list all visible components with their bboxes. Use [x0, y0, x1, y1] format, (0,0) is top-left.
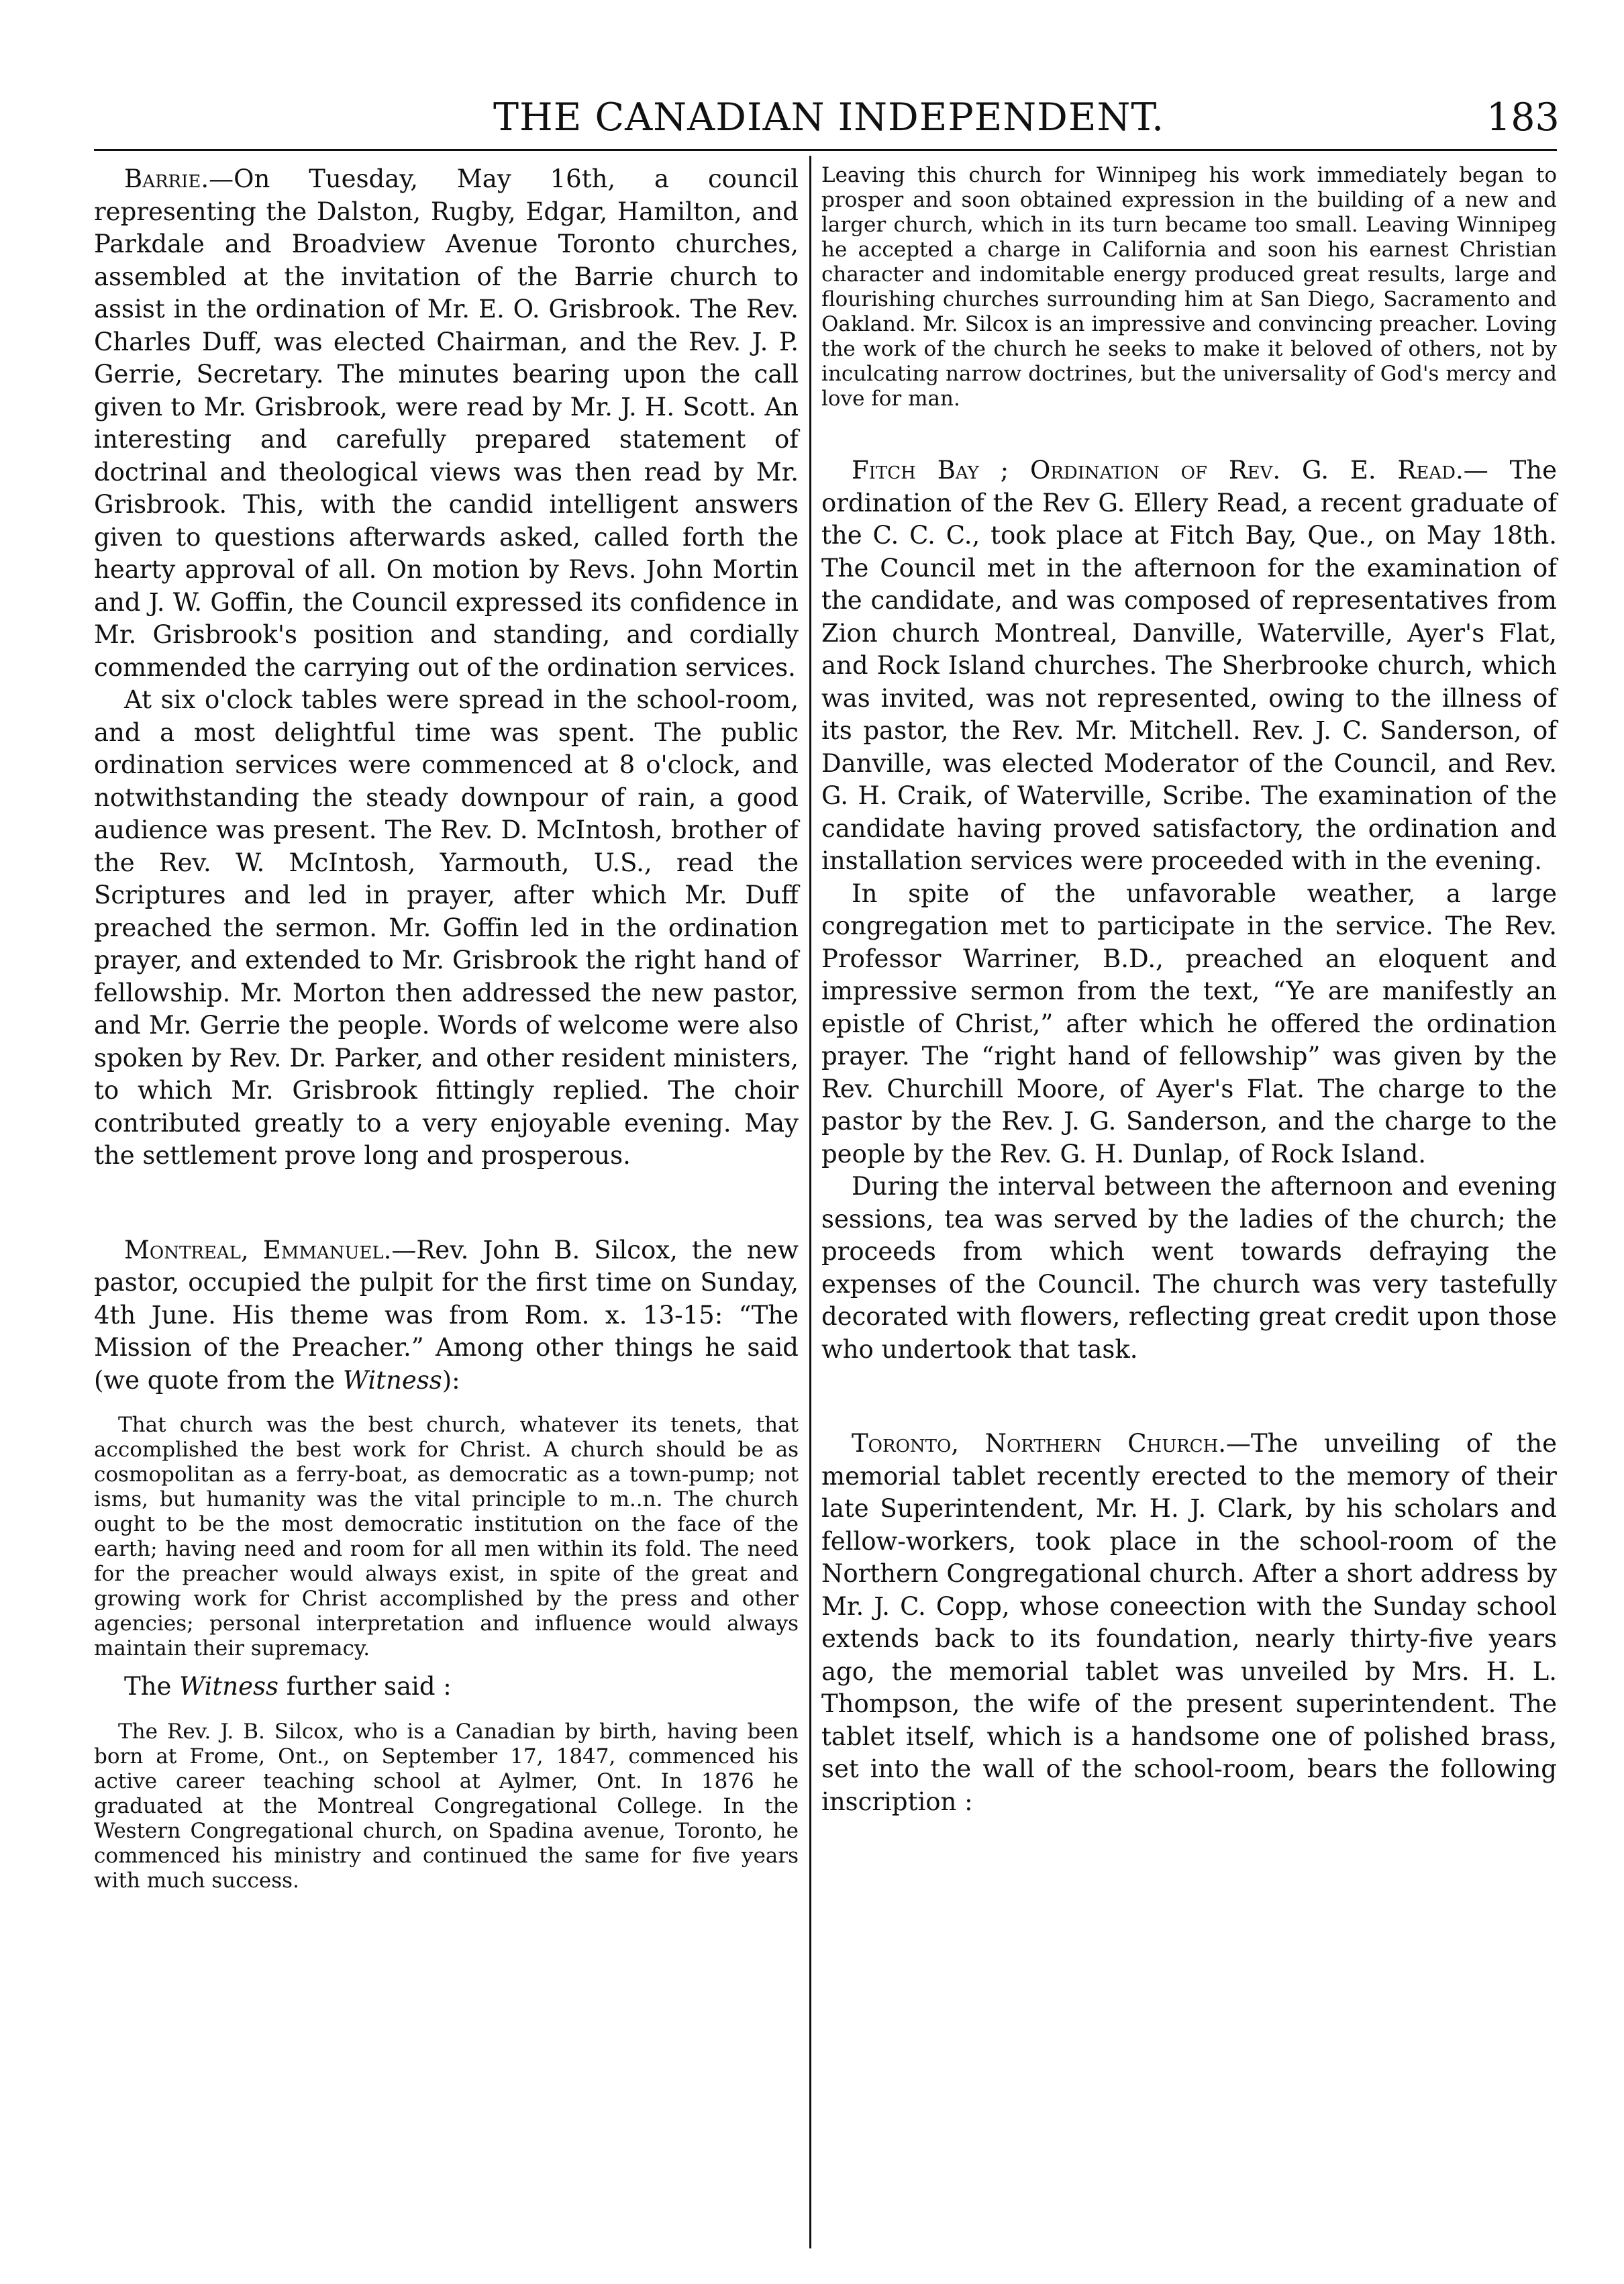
fitch-bay-paragraph-2: In spite of the unfavorable weather, a large congregation met to participate in the service. The Rev. Professor Warriner, B.D., preached an eloquent and impressive sermon from the text, “Ye are manifestly an epistle of Christ,” after which he offered the ordination prayer. The “right hand of fellowship” was given by the Rev. Churchill Moore, of Ayer's Flat. The charge to the pastor by the Rev. J. G. Sanderson, and the charge to the people by the Rev. G. H. Dunlap, of Rock Island. — [821, 879, 1557, 1169]
witness-further-said — [94, 1671, 799, 1703]
fitch-bay-dash: — — [1463, 456, 1488, 485]
fitch-bay-text-1: The ordination of the Rev G. Ellery Read, a recent graduate of the C. C. C., took place at Fitch Bay, Que., on May 18th. The Council met in the afternoon for the examination of the candidate, and was composed of representatives from Zion church Montreal, Danville, Waterville, Ayer's Flat, and Rock Island churches. The Sherbrooke church, which was invited, was not represented, owing to the illness of its pastor, the Rev. Mr. Mitchell. Rev. J. C. Sanderson, of Danville, was elected Moderator of the Council, and Rev. G. H. Craik, of Waterville, Scribe. The examination of the candidate having proved satisfactory, the ordination and installation services were proceeded with in the evening. — [821, 456, 1558, 875]
montreal-witness-italic: Witness — [342, 1365, 442, 1395]
fitch-bay-heading: Fitch Bay ; Ordination of Rev. G. E. Read. — [852, 456, 1464, 485]
montreal-quote-1: That church was the best church, whatever its tenets, that accomplished the best work for Christ. A church should be as cosmopolitan as a ferry-boat, as democratic as a town-pump; not isms, but humanity was the vital principle to m..n. The church ought to be the most democratic institution on the face of the earth; having need and room for all men within its fold. The need for the preacher would always exist, in spite of the great and growing work for Christ accomplished by the press and other agencies; personal interpretation and influence would always maintain their supremacy. — [94, 1413, 799, 1660]
left-column — [94, 163, 799, 1893]
toronto-heading: Toronto, Northern Church. — [852, 1429, 1227, 1458]
witness-post: further said : — [278, 1672, 452, 1701]
barrie-heading: Barrie. — [124, 164, 209, 193]
toronto-paragraph-1 — [821, 1428, 1557, 1818]
fitch-bay-paragraph-3: During the interval between the afternoon and evening sessions, tea was served by the ladies of the church; the proceeds from which went towards defraying the expenses of the Council. The church was very tastefully decorated with flowers, reflecting great credit upon those who undertook that task. — [821, 1172, 1557, 1364]
montreal-quote-2: The Rev. J. B. Silcox, who is a Canadian by birth, having been born at Frome, Ont., on September 17, 1847, commenced his active career teaching school at Aylmer, Ont. In 1876 he graduated at the Montreal Congregational College. In the Western Congregational church, on Spadina avenue, Toronto, he commenced his ministry and continued the same for five years with much success. — [94, 1719, 799, 1893]
fitch-bay-paragraph-1 — [821, 454, 1557, 878]
column-divider — [809, 156, 811, 2248]
montreal-intro-end: ): — [442, 1365, 460, 1395]
page-number: 183 — [1486, 95, 1560, 140]
barrie-text-1: —On Tuesday, May 16th, a council representing the Dalston, Rugby, Edgar, Hamilton, and Parkdale and Broadview Avenue Toronto churches, assembled at the invitation of the Barrie church to assist in the ordination of Mr. E. O. Grisbrook. The Rev. Charles Duff, was elected Chairman, and the Rev. J. P. Gerrie, Secretary. The minutes bearing upon the call given to Mr. Grisbrook, were read by Mr. J. H. Scott. An interesting and carefully prepared statement of doctrinal and theological views was then read by Mr. Grisbrook. This, with the candid intelligent answers given to questions afterwards asked, called forth the hearty approval of all. On motion by Revs. John Mortin and J. W. Goffin, the Council expressed its confidence in Mr. Grisbrook's position and standing, and cordially commended the carrying out of the ordination services. — [94, 164, 799, 682]
montreal-intro-paragraph — [94, 1234, 799, 1397]
montreal-intro-text: —Rev. John B. Silcox, the new pastor, occupied the pulpit for the first time on Sunday, 4th June. His theme was from Rom. x. 13-15: “The Mission of the Preacher.” Among other things he said (we quote from the — [94, 1235, 799, 1395]
header-rule — [94, 149, 1557, 151]
witness-italic: Witness — [179, 1672, 278, 1701]
silcox-quote-continuation: Leaving this church for Winnipeg his work immediately began to prosper and soon obtained expression in the building of a new and larger church, which in its turn became too small. Leaving Winnipeg he accepted a charge in California and soon his earnest Christian character and indomitable energy produced great results, large and flourishing churches surrounding him at San Diego, Sacramento and Oakland. Mr. Silcox is an impressive and convincing preacher. Loving the work of the church he seeks to make it beloved of others, not by inculcating narrow doctrines, but the universality of God's mercy and love for man. — [821, 163, 1557, 411]
barrie-paragraph-1 — [94, 163, 799, 684]
page-header-title: THE CANADIAN INDEPENDENT. — [493, 95, 1165, 140]
right-column — [821, 163, 1557, 1818]
barrie-paragraph-2: At six o'clock tables were spread in the school-room, and a most delightful time was spent. The public ordination services were commenced at 8 o'clock, and notwithstanding the steady downpour of rain, a good audience was present. The Rev. D. McIntosh, brother of the Rev. W. McIntosh, Yarmouth, U.S., read the Scriptures and led in prayer, after which Mr. Duff preached the sermon. Mr. Goffin led in the ordination prayer, and extended to Mr. Grisbrook the right hand of fellowship. Mr. Morton then addressed the new pastor, and Mr. Gerrie the people. Words of welcome were also spoken by Rev. Dr. Parker, and other resident ministers, to which Mr. Grisbrook fittingly replied. The choir contributed greatly to a very enjoyable evening. May the settlement prove long and prosperous. — [94, 685, 799, 1170]
toronto-text-1: —The unveiling of the memorial tablet recently erected to the memory of their late Superintendent, Mr. H. J. Clark, by his scholars and fellow-workers, took place in the school-room of the Northern Congregational church. After a short address by Mr. J. C. Copp, whose coneection with the Sunday school extends back to its foundation, nearly thirty-five years ago, the memorial tablet was unveiled by Mrs. H. L. Thompson, the wife of the present superintendent. The tablet itself, which is a handsome one of polished brass, set into the wall of the school-room, bears the following inscription : — [821, 1429, 1557, 1816]
witness-pre: The — [124, 1672, 180, 1701]
montreal-heading: Montreal, Emmanuel. — [124, 1235, 392, 1264]
